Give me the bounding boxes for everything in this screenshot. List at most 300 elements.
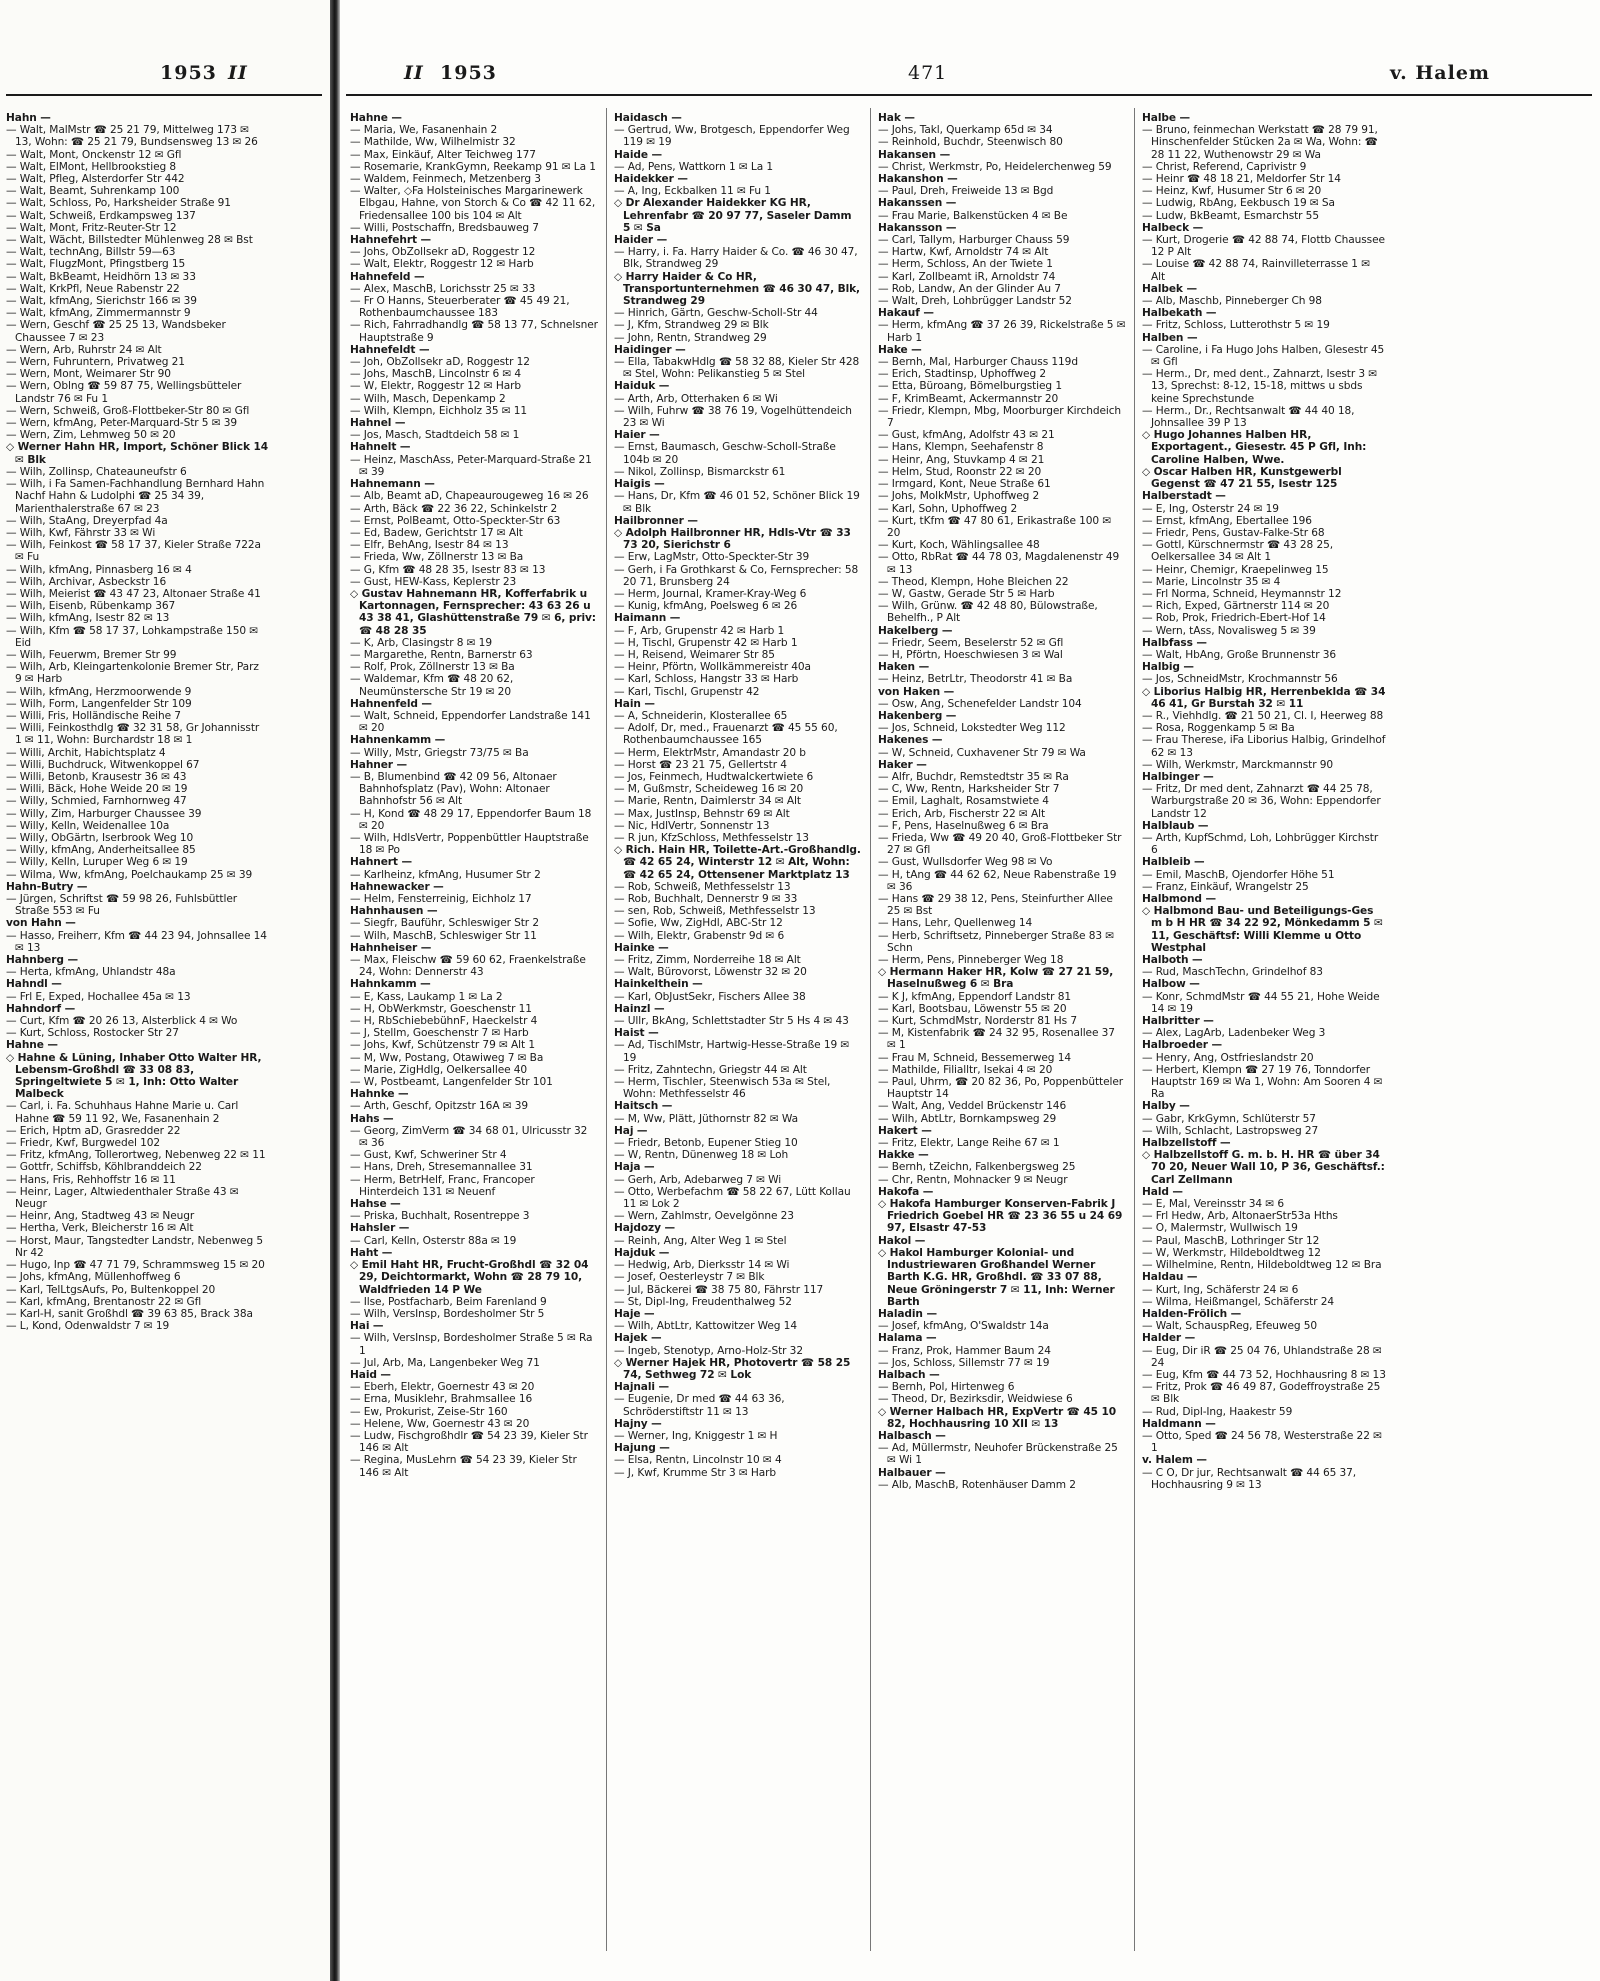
directory-entry: — Johs, ObZollsekr aD, Roggestr 12: [350, 246, 536, 259]
directory-entry: — K, Arb, Clasingstr 8 ✉ 19: [350, 636, 492, 649]
directory-entry: — Rich, Exped, Gärtnerstr 114 ✉ 20: [1142, 600, 1330, 613]
directory-entry: — Kurt, Schloss, Rostocker Str 27: [6, 1027, 179, 1040]
directory-entry: — Willy, Kelln, Luruper Weg 6 ✉ 19: [6, 856, 188, 869]
directory-entry: — Hans, Dr, Kfm ☎ 46 01 52, Schöner Blick 19 ✉ Blk: [614, 490, 860, 515]
directory-entry: — Ad, TischlMstr, Hartwig-Hesse-Straße 19 ✉ 19: [614, 1039, 850, 1064]
directory-entry: — Heinr, Pförtn, Wollkämmereistr 40a: [614, 661, 811, 674]
page-year: 1953: [160, 62, 217, 84]
left-page: [0, 0, 330, 1981]
directory-entry: — M, Ww, Postang, Otawiweg 7 ✉ Ba: [350, 1051, 544, 1064]
directory-entry: — Hertha, Verk, Bleicherstr 16 ✉ Alt: [6, 1222, 194, 1235]
directory-entry: — Frieda, Ww ☎ 49 20 40, Groß-Flottbeker Str 27 ✉ Gfl: [878, 831, 1122, 857]
surname-heading: Haldau —: [1142, 1271, 1198, 1284]
directory-entry: — Karl, TelLtgsAufs, Po, Bultenkoppel 20: [6, 1283, 216, 1296]
firm-entry: ◇ Halbzellstoff G. m. b. H. HR ☎ über 34 70 20, Neuer Wall 10, P 36, Geschäftsf.: Carl Zellmann: [1142, 1149, 1385, 1186]
directory-entry: — Carl, Tallym, Harburger Chauss 59: [878, 234, 1070, 247]
directory-entry: — Wilh, Form, Langenfelder Str 109: [6, 697, 192, 710]
directory-entry: — Willy, Mstr, Griegstr 73/75 ✉ Ba: [350, 746, 529, 759]
directory-entry: — Ludw, BkBeamt, Esmarchstr 55: [1142, 209, 1319, 222]
directory-entry: — Wilh, AbtLtr, Kattowitzer Weg 14: [614, 1320, 797, 1333]
surname-heading: Haigis —: [614, 478, 665, 491]
directory-entry: — H, ObWerkmstr, Goeschenstr 11: [350, 1002, 532, 1015]
directory-entry: — Wilma, Ww, kfmAng, Poelchaukamp 25 ✉ 39: [6, 868, 253, 881]
directory-entry: — Hinrich, Gärtn, Geschw-Scholl-Str 44: [614, 307, 818, 320]
directory-entry: — Walt, HbAng, Große Brunnenstr 36: [1142, 648, 1337, 661]
column-divider: [606, 108, 607, 1951]
directory-entry: — M, Gußmstr, Scheideweg 16 ✉ 20: [614, 783, 804, 796]
directory-entry: — Caroline, i Fa Hugo Johs Halben, Glesestr 45 ✉ Gfl: [1142, 343, 1385, 369]
surname-heading: Haitsch —: [614, 1100, 673, 1113]
directory-entry: — R., Viehhdlg. ☎ 21 50 21, Cl. I, Heerweg 88: [1142, 709, 1384, 722]
directory-entry: — John, Rentn, Strandweg 29: [614, 331, 767, 344]
surname-heading: Hahnel —: [350, 417, 406, 430]
directory-entry: — Heinr, Ang, Stadtweg 43 ✉ Neugr: [6, 1210, 195, 1223]
directory-entry: — Paul, Uhrm, ☎ 20 82 36, Po, Poppenbütteler Hauptstr 14: [878, 1076, 1124, 1101]
surname-heading: Hahnelt —: [350, 441, 411, 454]
directory-entry: — Alb, Maschb, Pinneberger Ch 98: [1142, 295, 1322, 308]
directory-entry: — Wern, Arb, Ruhrstr 24 ✉ Alt: [6, 343, 162, 356]
directory-entry: — Karl, Sohn, Uphoffweg 2: [878, 502, 1018, 515]
directory-entry: — Jul, Bäckerei ☎ 38 75 80, Fährstr 117: [614, 1283, 824, 1296]
surname-heading: Haker —: [878, 758, 927, 771]
directory-entry: — Walt, MalMstr ☎ 25 21 79, Mittelweg 173 ✉ 13, Wohn: ☎ 25 21 79, Bundsensweg 13 ✉ 26: [6, 124, 258, 149]
directory-entry: — Friedr, Pens, Gustav-Falke-Str 68: [1142, 526, 1325, 539]
surname-heading: Halboth —: [1142, 954, 1203, 967]
directory-entry: — Regina, MusLehrn ☎ 54 23 39, Kieler Str 146 ✉ Alt: [350, 1454, 577, 1479]
surname-heading: Haier —: [614, 429, 660, 442]
directory-entry: — Fr O Hanns, Steuerberater ☎ 45 49 21, Rothenbaumchaussee 183: [350, 295, 570, 320]
directory-entry: — Otto, Sped ☎ 24 56 78, Westerstraße 22 ✉ 1: [1142, 1429, 1382, 1455]
directory-entry: — Willy, kfmAng, Anderheitsallee 85: [6, 844, 196, 857]
surname-heading: Hajek —: [614, 1332, 662, 1345]
directory-entry: — Walt, Pfleg, Alsterdorfer Str 442: [6, 173, 185, 186]
directory-entry: — Friedr, Klempn, Mbg, Moorburger Kirchdeich 7: [878, 404, 1122, 430]
directory-entry: — Rob, Prok, Friedrich-Ebert-Hof 14: [1142, 612, 1326, 625]
directory-entry: — Etta, Büroang, Bömelburgstieg 1: [878, 380, 1062, 393]
surname-heading: von Hahn —: [6, 917, 76, 930]
directory-entry: — Arth, KupfSchmd, Loh, Lohbrügger Kirchstr 6: [1142, 831, 1379, 857]
directory-entry: — Werner, Ing, Kniggestr 1 ✉ H: [614, 1429, 778, 1442]
surname-heading: Hakauf —: [878, 307, 934, 320]
directory-entry: — Heinr, Lager, Altwiedenthaler Straße 43 ✉ Neugr: [6, 1185, 239, 1211]
directory-entry: — Louise ☎ 42 88 74, Rainvilleterrasse 1 ✉ Alt: [1142, 258, 1370, 283]
surname-heading: Halbauer —: [878, 1466, 946, 1479]
surname-heading: Haidasch —: [614, 112, 682, 124]
directory-entry: — Wilh, Feuerwm, Bremer Str 99: [6, 648, 177, 661]
directory-entry: — Karl, Schloss, Hangstr 33 ✉ Harb: [614, 673, 799, 686]
directory-entry: — Herm, Schloss, An der Twiete 1: [878, 258, 1053, 271]
directory-entry: — Horst, Maur, Tangstedter Landstr, Nebenweg 5 Nr 42: [6, 1234, 263, 1259]
directory-entry: — Gottl, Kürschnermstr ☎ 43 28 25, Oelkersallee 34 ✉ Alt 1: [1142, 539, 1334, 564]
directory-entry: — Marie, Lincolnstr 35 ✉ 4: [1142, 575, 1281, 588]
directory-entry: — Jos, Feinmech, Hudtwalckertwiete 6: [614, 770, 814, 783]
directory-entry: — Theod, Klempn, Hohe Bleichen 22: [878, 575, 1069, 588]
directory-entry: — A, Schneiderin, Klosterallee 65: [614, 709, 788, 722]
directory-entry: — Ludw, Fischgroßhdlr ☎ 54 23 39, Kieler Str 146 ✉ Alt: [350, 1429, 588, 1455]
directory-entry: — Willi, Postschaffn, Bredsbauweg 7: [350, 221, 539, 234]
surname-heading: Hakanshon —: [878, 173, 958, 186]
surname-heading: Hahnenfeld —: [350, 697, 432, 710]
header-rule: [346, 94, 1592, 96]
directory-entry: — Emil, MaschB, Ojendorfer Höhe 51: [1142, 868, 1335, 881]
directory-entry: — H, Kond ☎ 48 29 17, Eppendorfer Baum 18 ✉ 20: [350, 807, 592, 832]
directory-entry: — Wilh, AbtLtr, Bornkampsweg 29: [878, 1112, 1057, 1125]
directory-entry: — Herm., Dr, med dent., Zahnarzt, Isestr 3 ✉ 13, Sprechst: 8-12, 15-18, mittws u sbds keine Sprechstunde: [1142, 368, 1378, 405]
directory-entry: — Henry, Ang, Ostfrieslandstr 20: [1142, 1051, 1314, 1064]
firm-entry: ◇ Emil Haht HR, Frucht-Großhdl ☎ 32 04 29, Deichtormarkt, Wohn ☎ 28 79 10, Waldfrieden 14 P We: [350, 1259, 589, 1296]
directory-entry: — Erna, Musiklehr, Brahmsallee 16: [350, 1393, 533, 1406]
right-page-header: [340, 62, 1600, 96]
directory-entry: — Walt, Wächt, Billstedter Mühlenweg 28 ✉ Bst: [6, 234, 253, 247]
directory-entry: — Otto, RbRat ☎ 44 78 03, Magdalenenstr 49 ✉ 13: [878, 551, 1120, 576]
directory-entry: — Wern, Zim, Lehmweg 50 ✉ 20: [6, 429, 176, 442]
directory-entry: — Wilhelmine, Rentn, Hildeboldtweg 12 ✉ Bra: [1142, 1259, 1382, 1272]
directory-entry: — Helm, Fensterreinig, Eichholz 17: [350, 893, 532, 905]
surname-heading: Hahse —: [350, 1198, 401, 1211]
surname-heading: Haidekker —: [614, 173, 688, 186]
directory-entry: — Walt, Dreh, Lohbrügger Landstr 52: [878, 295, 1072, 308]
directory-entry: — H, Pförtn, Hoeschwiesen 3 ✉ Wal: [878, 648, 1063, 661]
directory-entry: — Willi, Archit, Habichtsplatz 4: [6, 746, 166, 759]
surname-heading: Hake —: [878, 343, 922, 356]
directory-entry: — Wern, Mont, Weimarer Str 90: [6, 368, 171, 381]
directory-entry: — Rosemarie, KrankGymn, Reekamp 91 ✉ La 1: [350, 160, 596, 173]
directory-entry: — Wilh, Archivar, Asbeckstr 16: [6, 575, 167, 588]
surname-heading: Hakert —: [878, 1124, 932, 1137]
surname-heading: Hahnemann —: [350, 478, 435, 491]
surname-heading: Hakelberg —: [878, 624, 953, 637]
directory-entry: — Gabr, KrkGymn, Schlüterstr 57: [1142, 1112, 1316, 1125]
firm-entry: ◇ Gustav Hahnemann HR, Kofferfabrik u Kartonnagen, Fernsprecher: 43 63 26 u 43 38 41, Glashüttenstraße 79 ✉ 6, priv: ☎ 48 28 35: [350, 587, 596, 637]
surname-heading: Halbach —: [878, 1368, 940, 1381]
directory-entry: — Kurt, Ing, Schäferstr 24 ✉ 6: [1142, 1283, 1299, 1296]
firm-entry: ◇ Halbmond Bau- und Beteiligungs-Ges m b H HR ☎ 34 22 92, Mönkedamm 5 ✉ 11, Geschäftsf: Willi Klemme u Otto Westphal: [1142, 905, 1383, 954]
surname-heading: Haken —: [878, 661, 930, 674]
directory-entry: — Ingeb, Stenotyp, Arno-Holz-Str 32: [614, 1344, 803, 1357]
directory-entry: — Frau Marie, Balkenstücken 4 ✉ Be: [878, 209, 1068, 222]
directory-entry: — Walt, Mont, Fritz-Reuter-Str 12: [6, 221, 177, 234]
directory-entry: — C, Ww, Rentn, Harksheider Str 7: [878, 783, 1060, 796]
directory-entry: — O, Malermstr, Wullwisch 19: [1142, 1222, 1298, 1235]
directory-entry: — Bernh, Mal, Harburger Chauss 119d: [878, 356, 1078, 369]
surname-heading: Hahndl —: [6, 978, 62, 991]
surname-heading: Hahnheiser —: [350, 941, 432, 954]
firm-entry: ◇ Hermann Haker HR, Kolw ☎ 27 21 59, Haselnußweg 6 ✉ Bra: [878, 966, 1114, 991]
directory-entry: — Herta, kfmAng, Uhlandstr 48a: [6, 966, 176, 979]
directory-entry: — Marie, ZigHdlg, Oelkersallee 40: [350, 1063, 528, 1076]
directory-entry: — Siegfr, Bauführ, Schleswiger Str 2: [350, 917, 539, 930]
page-number: 471: [908, 62, 948, 84]
directory-entry: — Wilh, Elektr, Grabenstr 9d ✉ 6: [614, 929, 785, 942]
directory-entry: — Hasso, Freiherr, Kfm ☎ 44 23 94, Johnsallee 14 ✉ 13: [6, 929, 267, 954]
directory-entry: — Walt, kfmAng, Zimmermannstr 9: [6, 307, 191, 320]
directory-entry: — Ew, Prokurist, Zeise-Str 160: [350, 1405, 508, 1418]
surname-heading: Hahne —: [6, 1039, 58, 1052]
directory-entry: — Johs, MolkMstr, Uphoffweg 2: [878, 490, 1040, 503]
directory-entry: — K J, kfmAng, Eppendorf Landstr 81: [878, 990, 1071, 1003]
surname-heading: Hahn —: [6, 112, 51, 124]
directory-entry: — Wilh, Meierist ☎ 43 47 23, Altonaer Straße 41: [6, 587, 261, 600]
directory-entry: — Walt, technAng, Billstr 59—63: [6, 246, 176, 259]
surname-heading: Hahnert —: [350, 856, 412, 869]
directory-entry: — Hans, Fris, Rehhoffstr 16 ✉ 11: [6, 1173, 176, 1186]
surname-heading: Hakansson —: [878, 221, 957, 234]
surname-heading: Hain —: [614, 697, 655, 710]
directory-entry: — Fritz, Zahntechn, Griegstr 44 ✉ Alt: [614, 1063, 807, 1076]
directory-entry: — Hans ☎ 29 38 12, Pens, Steinfurther Allee 25 ✉ Bst: [878, 893, 1113, 918]
directory-entry: — sen, Rob, Schweiß, Methfesselstr 13: [614, 905, 816, 918]
surname-heading: Hainzl —: [614, 1002, 665, 1015]
directory-entry: — Ilse, Postfacharb, Beim Farenland 9: [350, 1295, 547, 1308]
firm-entry: ◇ Hakol Hamburger Kolonial- und Industriewaren Großhandel Werner Barth K.G. HR, Großhdl. ☎ 33 07 88, Neue Gröningerstr 7 ✉ 11, Inh: Werner Barth: [878, 1246, 1115, 1308]
directory-entry: — Rob, Schweiß, Methfesselstr 13: [614, 880, 791, 893]
right-page: [340, 0, 1600, 1981]
directory-entry: — Rob, Landw, An der Glinder Au 7: [878, 282, 1061, 295]
directory-entry: — Theod, Dr, Bezirksdir, Weidwiese 6: [878, 1393, 1073, 1406]
directory-entry: — Fritz, Zimm, Norderreihe 18 ✉ Alt: [614, 954, 801, 967]
directory-entry: — Nic, HdlVertr, Sonnenstr 13: [614, 819, 770, 832]
firm-entry: ◇ Adolph Hailbronner HR, Hdls-Vtr ☎ 33 73 20, Sierichstr 6: [614, 526, 851, 552]
directory-entry: — Karl, Bootsbau, Löwenstr 55 ✉ 20: [878, 1002, 1067, 1015]
surname-heading: Hakol —: [878, 1234, 926, 1247]
directory-entry: — Gust, Kwf, Schweriner Str 4: [350, 1149, 507, 1162]
entry-column-4: [1142, 112, 1386, 1491]
directory-entry: — Gust, Wullsdorfer Weg 98 ✉ Vo: [878, 856, 1053, 869]
page-year: 1953: [440, 62, 497, 84]
directory-entry: — Jos, Masch, Stadtdeich 58 ✉ 1: [350, 429, 520, 442]
directory-entry: — Helene, Ww, Goernestr 43 ✉ 20: [350, 1417, 530, 1430]
directory-entry: — Jos, Schneid, Lokstedter Weg 112: [878, 722, 1066, 735]
directory-entry: — Wilh, MaschB, Schleswiger Str 11: [350, 929, 537, 942]
directory-entry: — Wilh, Kwf, Fährstr 33 ✉ Wi: [6, 526, 156, 539]
directory-entry: — Adolf, Dr, med., Frauenarzt ☎ 45 55 60, Rothenbaumchaussee 165: [614, 722, 838, 747]
directory-entry: — Ernst, Baumasch, Geschw-Scholl-Straße 104b ✉ 20: [614, 441, 836, 466]
directory-entry: — Emil, Laghalt, Rosamstwiete 4: [878, 795, 1049, 808]
directory-entry: — F, KrimBeamt, Ackermannstr 20: [878, 392, 1059, 405]
directory-entry: — Fritz, Schloss, Lutterothstr 5 ✉ 19: [1142, 319, 1330, 332]
surname-heading: Hailbronner —: [614, 514, 698, 527]
surname-heading: Hakofa —: [878, 1185, 934, 1198]
directory-entry: — Paul, Dreh, Freiweide 13 ✉ Bgd: [878, 185, 1054, 198]
directory-entry: — Rud, Dipl-Ing, Haakestr 59: [1142, 1405, 1293, 1418]
directory-entry: — Gerh, Arb, Adebarweg 7 ✉ Wi: [614, 1173, 782, 1186]
directory-entry: — Eug, Kfm ☎ 44 73 52, Hochhausring 8 ✉ 13: [1142, 1368, 1386, 1381]
directory-entry: — Wilh, Masch, Depenkamp 2: [350, 392, 506, 405]
directory-entry: — C O, Dr jur, Rechtsanwalt ☎ 44 65 37, Hochhausring 9 ✉ 13: [1142, 1466, 1357, 1491]
directory-entry: — Wern, kfmAng, Peter-Marquard-Str 5 ✉ 39: [6, 417, 238, 430]
directory-entry: — Heinr, Ang, Stuvkamp 4 ✉ 21: [878, 453, 1045, 466]
directory-entry: — Eug, Dir iR ☎ 25 04 76, Uhlandstraße 28 ✉ 24: [1142, 1344, 1382, 1369]
directory-entry: — Frieda, Ww, Zöllnerstr 13 ✉ Ba: [350, 551, 524, 564]
directory-entry: — Curt, Kfm ☎ 20 26 13, Alsterblick 4 ✉ Wo: [6, 1015, 238, 1028]
directory-entry: — Fritz, Prok ☎ 46 49 87, Godeffroystraße 25 ✉ Blk: [1142, 1381, 1381, 1406]
directory-entry: — Erich, Stadtinsp, Uphoffweg 2: [878, 368, 1046, 381]
directory-entry: — Karl, Tischl, Grupenstr 42: [614, 685, 760, 698]
directory-entry: — Herm, ElektrMstr, Amandastr 20 b: [614, 746, 806, 759]
directory-entry: — W, Schneid, Cuxhavener Str 79 ✉ Wa: [878, 746, 1086, 759]
directory-entry: — Alfr, Buchdr, Remstedtstr 35 ✉ Ra: [878, 770, 1069, 783]
directory-entry: — Fritz, Dr med dent, Zahnarzt ☎ 44 25 78, Warburgstraße 20 ✉ 36, Wohn: Eppendorfer Landstr 12: [1142, 783, 1381, 820]
directory-entry: — Wilh, HdlsVertr, Poppenbüttler Hauptstraße 18 ✉ Po: [350, 831, 589, 857]
directory-entry: — J, Kfm, Strandweg 29 ✉ Blk: [614, 319, 769, 332]
directory-entry: — Hugo, Inp ☎ 47 71 79, Schrammsweg 15 ✉ 20: [6, 1259, 265, 1272]
directory-entry: — Otto, Werbefachm ☎ 58 22 67, Lütt Kollau 11 ✉ Lok 2: [614, 1185, 851, 1211]
firm-entry: ◇ Oscar Halben HR, Kunstgewerbl Gegenst ☎ 47 21 55, Isestr 125: [1142, 465, 1342, 491]
directory-entry: — Frau M, Schneid, Bessemerweg 14: [878, 1051, 1071, 1064]
directory-entry: — Walt, KrkPfl, Neue Rabenstr 22: [6, 282, 180, 295]
directory-entry: — Johs, MaschB, Lincolnstr 6 ✉ 4: [350, 368, 522, 381]
directory-entry: — Reinhold, Buchdr, Steenwisch 80: [878, 136, 1063, 149]
directory-entry: — H, Tischl, Grupenstr 42 ✉ Harb 1: [614, 636, 798, 649]
directory-entry: — Frl E, Exped, Hochallee 45a ✉ 13: [6, 990, 191, 1003]
surname-heading: Haht —: [350, 1246, 393, 1259]
surname-heading: Halbmond —: [1142, 893, 1216, 905]
directory-entry: — Heinz, MaschAss, Peter-Marquard-Straße 21 ✉ 39: [350, 453, 592, 478]
directory-entry: — Wilh, VersInsp, Bordesholmer Str 5: [350, 1307, 545, 1320]
surname-heading: Halbig —: [1142, 661, 1194, 674]
firm-entry: ◇ Rich. Hain HR, Toilette-Art.-Großhandlg. ☎ 42 65 24, Winterstr 12 ✉ Alt, Wohn: ☎ 42 65 24, Ottensener Marktplatz 13: [614, 844, 861, 881]
directory-entry: — Friedr, Betonb, Eupener Stieg 10: [614, 1137, 798, 1150]
directory-entry: — Walt, Schneid, Eppendorfer Landstraße 141 ✉ 20: [350, 709, 591, 735]
directory-entry: — Herm, Tischler, Steenwisch 53a ✉ Stel, Wohn: Methfesselstr 46: [614, 1076, 831, 1101]
directory-entry: — Walt, Bürovorst, Löwenstr 32 ✉ 20: [614, 966, 807, 979]
directory-entry: — Gerh, i Fa Grothkarst & Co, Fernsprecher: 58 20 71, Brunsberg 24: [614, 563, 859, 588]
directory-entry: — F, Pens, Haselnußweg 6 ✉ Bra: [878, 819, 1049, 832]
surname-heading: Hahsler —: [350, 1222, 410, 1235]
directory-entry: — Kurt, Koch, Wählingsallee 48: [878, 539, 1040, 552]
entry-column-left-1: [6, 112, 268, 1332]
directory-entry: — E, Kass, Laukamp 1 ✉ La 2: [350, 990, 503, 1003]
directory-entry: — Walt, kfmAng, Sierichstr 166 ✉ 39: [6, 295, 197, 308]
directory-entry: — Jos, SchneidMstr, Krochmannstr 56: [1142, 673, 1338, 686]
page-volume: II: [404, 62, 424, 84]
surname-heading: Halbow —: [1142, 978, 1200, 991]
directory-entry: — Ullr, BkAng, Schlettstadter Str 5 Hs 4 ✉ 43: [614, 1015, 849, 1028]
directory-entry: — Walt, SchauspReg, Efeuweg 50: [1142, 1320, 1318, 1333]
directory-entry: — Wilh, VersInsp, Bordesholmer Straße 5 ✉ Ra 1: [350, 1332, 593, 1357]
surname-heading: Halbinger —: [1142, 770, 1214, 783]
directory-entry: — Ad, Pens, Wattkorn 1 ✉ La 1: [614, 160, 774, 173]
directory-entry: — Sofie, Ww, ZigHdl, ABC-Str 12: [614, 917, 783, 930]
surname-heading: v. Halem —: [1142, 1454, 1207, 1467]
surname-heading: Haide —: [614, 148, 662, 161]
directory-entry: — H, tAng ☎ 44 62 62, Neue Rabenstraße 19 ✉ 36: [878, 868, 1117, 893]
directory-entry: — Gust, kfmAng, Adolfstr 43 ✉ 21: [878, 429, 1055, 442]
directory-entry: — Marie, Rentn, Daimlerstr 34 ✉ Alt: [614, 795, 801, 808]
surname-heading: Halama —: [878, 1332, 937, 1345]
directory-entry: — Fritz, kfmAng, Tollerortweg, Nebenweg 22 ✉ 11: [6, 1149, 266, 1162]
directory-entry: — Ernst, kfmAng, Ebertallee 196: [1142, 514, 1312, 527]
directory-entry: — J, Kwf, Krumme Str 3 ✉ Harb: [614, 1466, 777, 1479]
surname-heading: Hahner —: [350, 758, 407, 771]
directory-entry: — G, Kfm ☎ 48 28 35, Isestr 83 ✉ 13: [350, 563, 546, 576]
entry-column-1: [350, 112, 598, 1479]
entry-column-2: [614, 112, 862, 1479]
directory-entry: — Wilh, Arb, Kleingartenkolonie Bremer Str, Parz 9 ✉ Harb: [6, 661, 259, 686]
directory-entry: — Wilh, Werkmstr, Marckmannstr 90: [1142, 758, 1334, 771]
surname-heading: Hajung —: [614, 1442, 670, 1455]
firm-entry: ◇ Harry Haider & Co HR, Transportunternehmen ☎ 46 30 47, Blk, Strandweg 29: [614, 270, 860, 308]
directory-entry: — Josef, Oesterleystr 7 ✉ Blk: [614, 1271, 765, 1284]
directory-entry: — Walt, ElMont, Hellbrookstieg 8: [6, 160, 177, 173]
surname-heading: Haimann —: [614, 612, 681, 625]
directory-entry: — Wilh, Grünw. ☎ 42 48 80, Bülowstraße, Behelfh., P Alt: [878, 600, 1098, 625]
directory-entry: — Johs, Takl, Querkamp 65d ✉ 34: [878, 124, 1053, 137]
surname-heading: Hakansen —: [878, 148, 951, 161]
directory-entry: — Walt, Elektr, Roggestr 12 ✉ Harb: [350, 258, 534, 271]
directory-entry: — Johs, Kwf, Schützenstr 79 ✉ Alt 1: [350, 1039, 535, 1052]
directory-entry: — Wilh, Feinkost ☎ 58 17 37, Kieler Straße 722a ✉ Fu: [6, 539, 261, 564]
directory-entry: — Bernh, tZeichn, Falkenbergsweg 25: [878, 1161, 1076, 1174]
directory-entry: — Frl Hedw, Arb, AltonaerStr53a Hths: [1142, 1210, 1338, 1223]
surname-heading: Hai —: [350, 1320, 384, 1333]
directory-entry: — Willi, Bäck, Hohe Weide 20 ✉ 19: [6, 783, 188, 796]
directory-entry: — Willy, Zim, Harburger Chaussee 39: [6, 807, 202, 820]
directory-entry: — Eugenie, Dr med ☎ 44 63 36, Schröderstiftstr 11 ✉ 13: [614, 1393, 785, 1418]
firm-entry: ◇ Hahne & Lüning, Inhaber Otto Walter HR, Lebensm-Großhdl ☎ 33 08 83, Springeltwiete 5 ✉ 1, Inh: Otto Walter Malbeck: [6, 1051, 262, 1101]
directory-entry: — Arth, Geschf, Opitzstr 16A ✉ 39: [350, 1100, 529, 1113]
directory-entry: — Rud, MaschTechn, Grindelhof 83: [1142, 966, 1323, 979]
surname-heading: Halberstadt —: [1142, 490, 1226, 503]
directory-entry: — Alex, LagArb, Ladenbeker Weg 3: [1142, 1027, 1326, 1040]
directory-entry: — Karl-H, sanit Großhdl ☎ 39 63 85, Brack 38a: [6, 1307, 253, 1320]
directory-entry: — Wern, tAss, Novalisweg 5 ✉ 39: [1142, 624, 1316, 637]
directory-entry: — Nikol, Zollinsp, Bismarckstr 61: [614, 465, 786, 478]
directory-entry: — Georg, ZimVerm ☎ 34 68 01, Ulricusstr 32 ✉ 36: [350, 1124, 588, 1150]
surname-heading: Hahnke —: [350, 1088, 409, 1101]
directory-entry: — B, Blumenbind ☎ 42 09 56, Altonaer Bahnhofsplatz (Pav), Wohn: Altonaer Bahnhofstr 56 ✉ Alt: [350, 770, 557, 808]
directory-entry: — Paul, MaschB, Lothringer Str 12: [1142, 1234, 1320, 1247]
directory-entry: — Bruno, feinmechan Werkstatt ☎ 28 79 91, Hinschenfelder Stücken 2a ✉ Wa, Wohn: ☎ 28 11 22, Wuthenowstr 29 ✉ Wa: [1142, 124, 1378, 161]
directory-entry: — Mathilde, Ww, Wilhelmistr 32: [350, 136, 516, 149]
surname-heading: Hahnberg —: [6, 954, 78, 967]
directory-entry: — Hans, Dreh, Stresemannallee 31: [350, 1161, 533, 1174]
directory-entry: — Herm, Journal, Kramer-Kray-Weg 6: [614, 587, 807, 600]
directory-entry: — A, Ing, Eckbalken 11 ✉ Fu 1: [614, 185, 771, 198]
directory-entry: — Karl, ObJustSekr, Fischers Allee 38: [614, 990, 806, 1003]
surname-heading: Hak —: [878, 112, 915, 124]
surname-heading: Hahndorf —: [6, 1002, 76, 1015]
directory-entry: — Rosa, Roggenkamp 5 ✉ Ba: [1142, 722, 1295, 735]
directory-entry: — Walt, Schweiß, Erdkampsweg 137: [6, 209, 196, 222]
surname-heading: Hajny —: [614, 1417, 662, 1430]
surname-heading: Halblaub —: [1142, 819, 1209, 832]
directory-entry: — Wilh, Fuhrw ☎ 38 76 19, Vogelhüttendeich 23 ✉ Wi: [614, 404, 852, 430]
surname-heading: Halby —: [1142, 1100, 1190, 1113]
directory-entry: — Herm, BetrHelf, Franc, Francoper Hinterdeich 131 ✉ Neuenf: [350, 1173, 535, 1198]
directory-entry: — Wern, Geschf ☎ 25 25 13, Wandsbeker Chaussee 7 ✉ 23: [6, 319, 226, 344]
surname-heading: Haider —: [614, 234, 668, 247]
directory-entry: — Herbert, Klempn ☎ 27 19 76, Tonndorfer Hauptstr 169 ✉ Wa 1, Wohn: Am Sooren 4 ✉ Ra: [1142, 1063, 1383, 1101]
directory-entry: — H, RbSchiebebühnF, Haeckelstr 4: [350, 1015, 538, 1028]
surname-heading: von Haken —: [878, 685, 955, 698]
directory-entry: — Willi, Fris, Holländische Reihe 7: [6, 709, 181, 722]
directory-entry: — Hedwig, Arb, Dierksstr 14 ✉ Wi: [614, 1259, 790, 1272]
surname-heading: Halder —: [1142, 1332, 1196, 1345]
directory-entry: — Ernst, PolBeamt, Otto-Speckter-Str 63: [350, 514, 561, 527]
directory-entry: — Wilh, Kfm ☎ 58 17 37, Lohkampstraße 150 ✉ Eid: [6, 624, 259, 649]
directory-entry: — Alb, Beamt aD, Chapeaurougeweg 16 ✉ 26: [350, 490, 589, 503]
directory-entry: — Wilh, Klempn, Eichholz 35 ✉ 11: [350, 404, 528, 417]
directory-entry: — L, Kond, Odenwaldstr 7 ✉ 19: [6, 1320, 170, 1333]
directory-entry: — Max, JustInsp, Behnstr 69 ✉ Alt: [614, 807, 790, 820]
directory-entry: — Erich, Arb, Fischerstr 22 ✉ Alt: [878, 807, 1046, 820]
directory-entry: — J, Stellm, Goeschenstr 7 ✉ Harb: [350, 1027, 529, 1040]
surname-heading: Hahnhausen —: [350, 905, 438, 918]
directory-entry: — Wilh, kfmAng, Herzmoorwende 9: [6, 685, 192, 698]
surname-heading: Hajnali —: [614, 1381, 669, 1394]
directory-entry: — Jos, Schloss, Sillemstr 77 ✉ 19: [878, 1356, 1050, 1369]
